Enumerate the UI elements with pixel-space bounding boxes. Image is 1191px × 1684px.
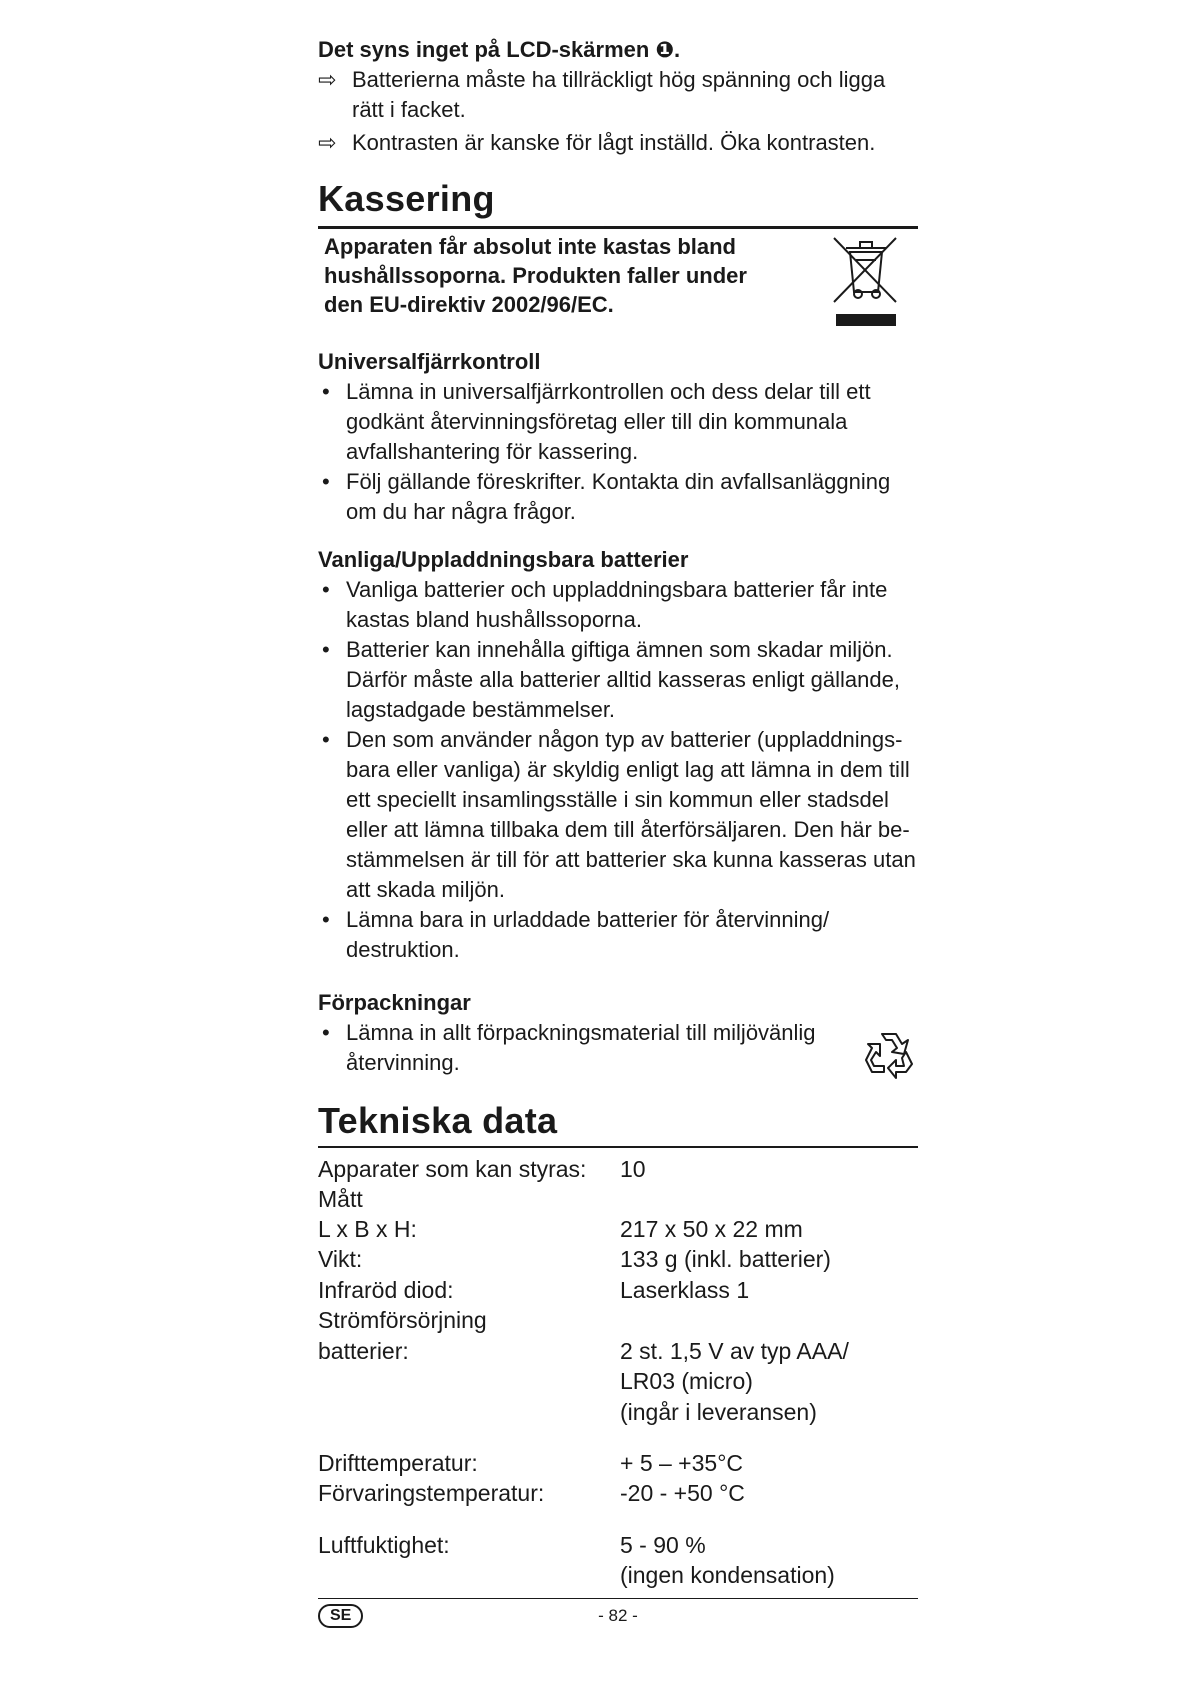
batteries-heading: Vanliga/Uppladdningsbara batterier (318, 547, 689, 572)
bullet-icon: • (322, 379, 330, 404)
list-item: • Vanliga batterier och uppladdningsbara batterier får inte kastas bland hushållssoporna. (322, 577, 888, 632)
list-item: • Lämna in universalfjärrkontrollen och dess delar till ett godkänt återvinningsföretag eller till din kommunala avfallshantering för kassering. (322, 379, 871, 464)
bullet-icon: • (322, 469, 330, 494)
tech-value: (ingår i leveransen) (620, 1399, 817, 1425)
divider (318, 1146, 918, 1148)
remote-section (318, 347, 918, 527)
remote-heading: Universalfjärrkontroll (318, 349, 541, 374)
tech-value: + 5 – +35°C (620, 1450, 744, 1476)
troubleshoot-item: ⇨ Batterierna måste ha tillräckligt hög spänning och ligga rätt i facket. (318, 67, 886, 122)
footer-rule (318, 1598, 918, 1599)
tech-value: (ingen kondensation) (620, 1562, 835, 1588)
troubleshoot-section (318, 35, 918, 158)
tech-label: Drifttemperatur: (318, 1450, 478, 1476)
list-item: • Lämna in allt förpackningsmaterial till miljövänlig återvinning. (322, 1020, 816, 1075)
tech-title: Tekniska data (318, 1100, 558, 1141)
tech-label: Infraröd diod: (318, 1277, 454, 1303)
tech-label: Apparater som kan styras: (318, 1156, 587, 1182)
packaging-heading: Förpackningar (318, 990, 471, 1015)
list-item: • Den som använder någon typ av batterier (uppladdnings-bara eller vanliga) är skyldig enligt lag att lämna in dem till ett speciellt insamlingsställe i sin kommun eller stadsdel eller att lämna tillbaka dem till återförsäljaren. Den här be-stämmelsen är till för att batterier ska kunna kasseras utan att skada miljön. (322, 727, 916, 902)
tech-label: Mått (318, 1186, 363, 1212)
divider (318, 226, 918, 229)
tech-label: Luftfuktighet: (318, 1532, 450, 1558)
country-badge: SE (318, 1604, 363, 1628)
tech-label: batterier: (318, 1338, 409, 1364)
tech-label: L x B x H: (318, 1216, 417, 1242)
crossed-bin-icon (832, 236, 900, 328)
disposal-warning-box (318, 232, 918, 319)
list-item: • Följ gällande föreskrifter. Kontakta din avfallsanläggning om du har några frågor. (322, 469, 891, 524)
tech-value: 217 x 50 x 22 mm (620, 1216, 803, 1242)
tech-value: 133 g (inkl. batterier) (620, 1246, 831, 1272)
bullet-icon: • (322, 907, 330, 932)
troubleshoot-heading: Det syns inget på LCD-skärmen ❶. (318, 37, 681, 62)
disposal-title: Kassering (318, 178, 495, 219)
tech-label: Strömförsörjning (318, 1307, 487, 1333)
bullet-icon: • (322, 577, 330, 602)
packaging-section (318, 988, 918, 1078)
page-number: - 82 - (598, 1606, 638, 1625)
tech-value: Laserklass 1 (620, 1277, 750, 1303)
tech-value: 5 - 90 % (620, 1532, 706, 1558)
disposal-warning: Apparaten får absolut inte kastas bland hushållssoporna. Produkten faller under den EU-direktiv 2002/96/EC. (324, 234, 747, 317)
list-item: • Batterier kan innehålla giftiga ämnen som skadar miljön. Därför måste alla batterier alltid kasseras enligt gällande, lagstadgade bestämmelser. (322, 637, 900, 722)
tech-value: 10 (620, 1156, 646, 1182)
bullet-icon: • (322, 1020, 330, 1045)
tech-label: Förvaringstemperatur: (318, 1480, 545, 1506)
bullet-icon: • (322, 727, 330, 752)
bullet-icon: • (322, 637, 330, 662)
footer (318, 1604, 918, 1632)
tech-value: LR03 (micro) (620, 1368, 753, 1394)
arrow-icon: ⇨ (318, 67, 337, 92)
recycle-icon (862, 1028, 916, 1082)
list-item: • Lämna bara in urladdade batterier för återvinning/ destruktion. (322, 907, 830, 962)
tech-value: -20 - +50 °C (620, 1480, 745, 1506)
arrow-icon: ⇨ (318, 130, 337, 155)
batteries-section (318, 545, 918, 965)
tech-value: 2 st. 1,5 V av typ AAA/ (620, 1338, 849, 1364)
troubleshoot-item: ⇨ Kontrasten är kanske för lågt inställd. Öka kontrasten. (318, 128, 918, 158)
tech-label: Vikt: (318, 1246, 363, 1272)
